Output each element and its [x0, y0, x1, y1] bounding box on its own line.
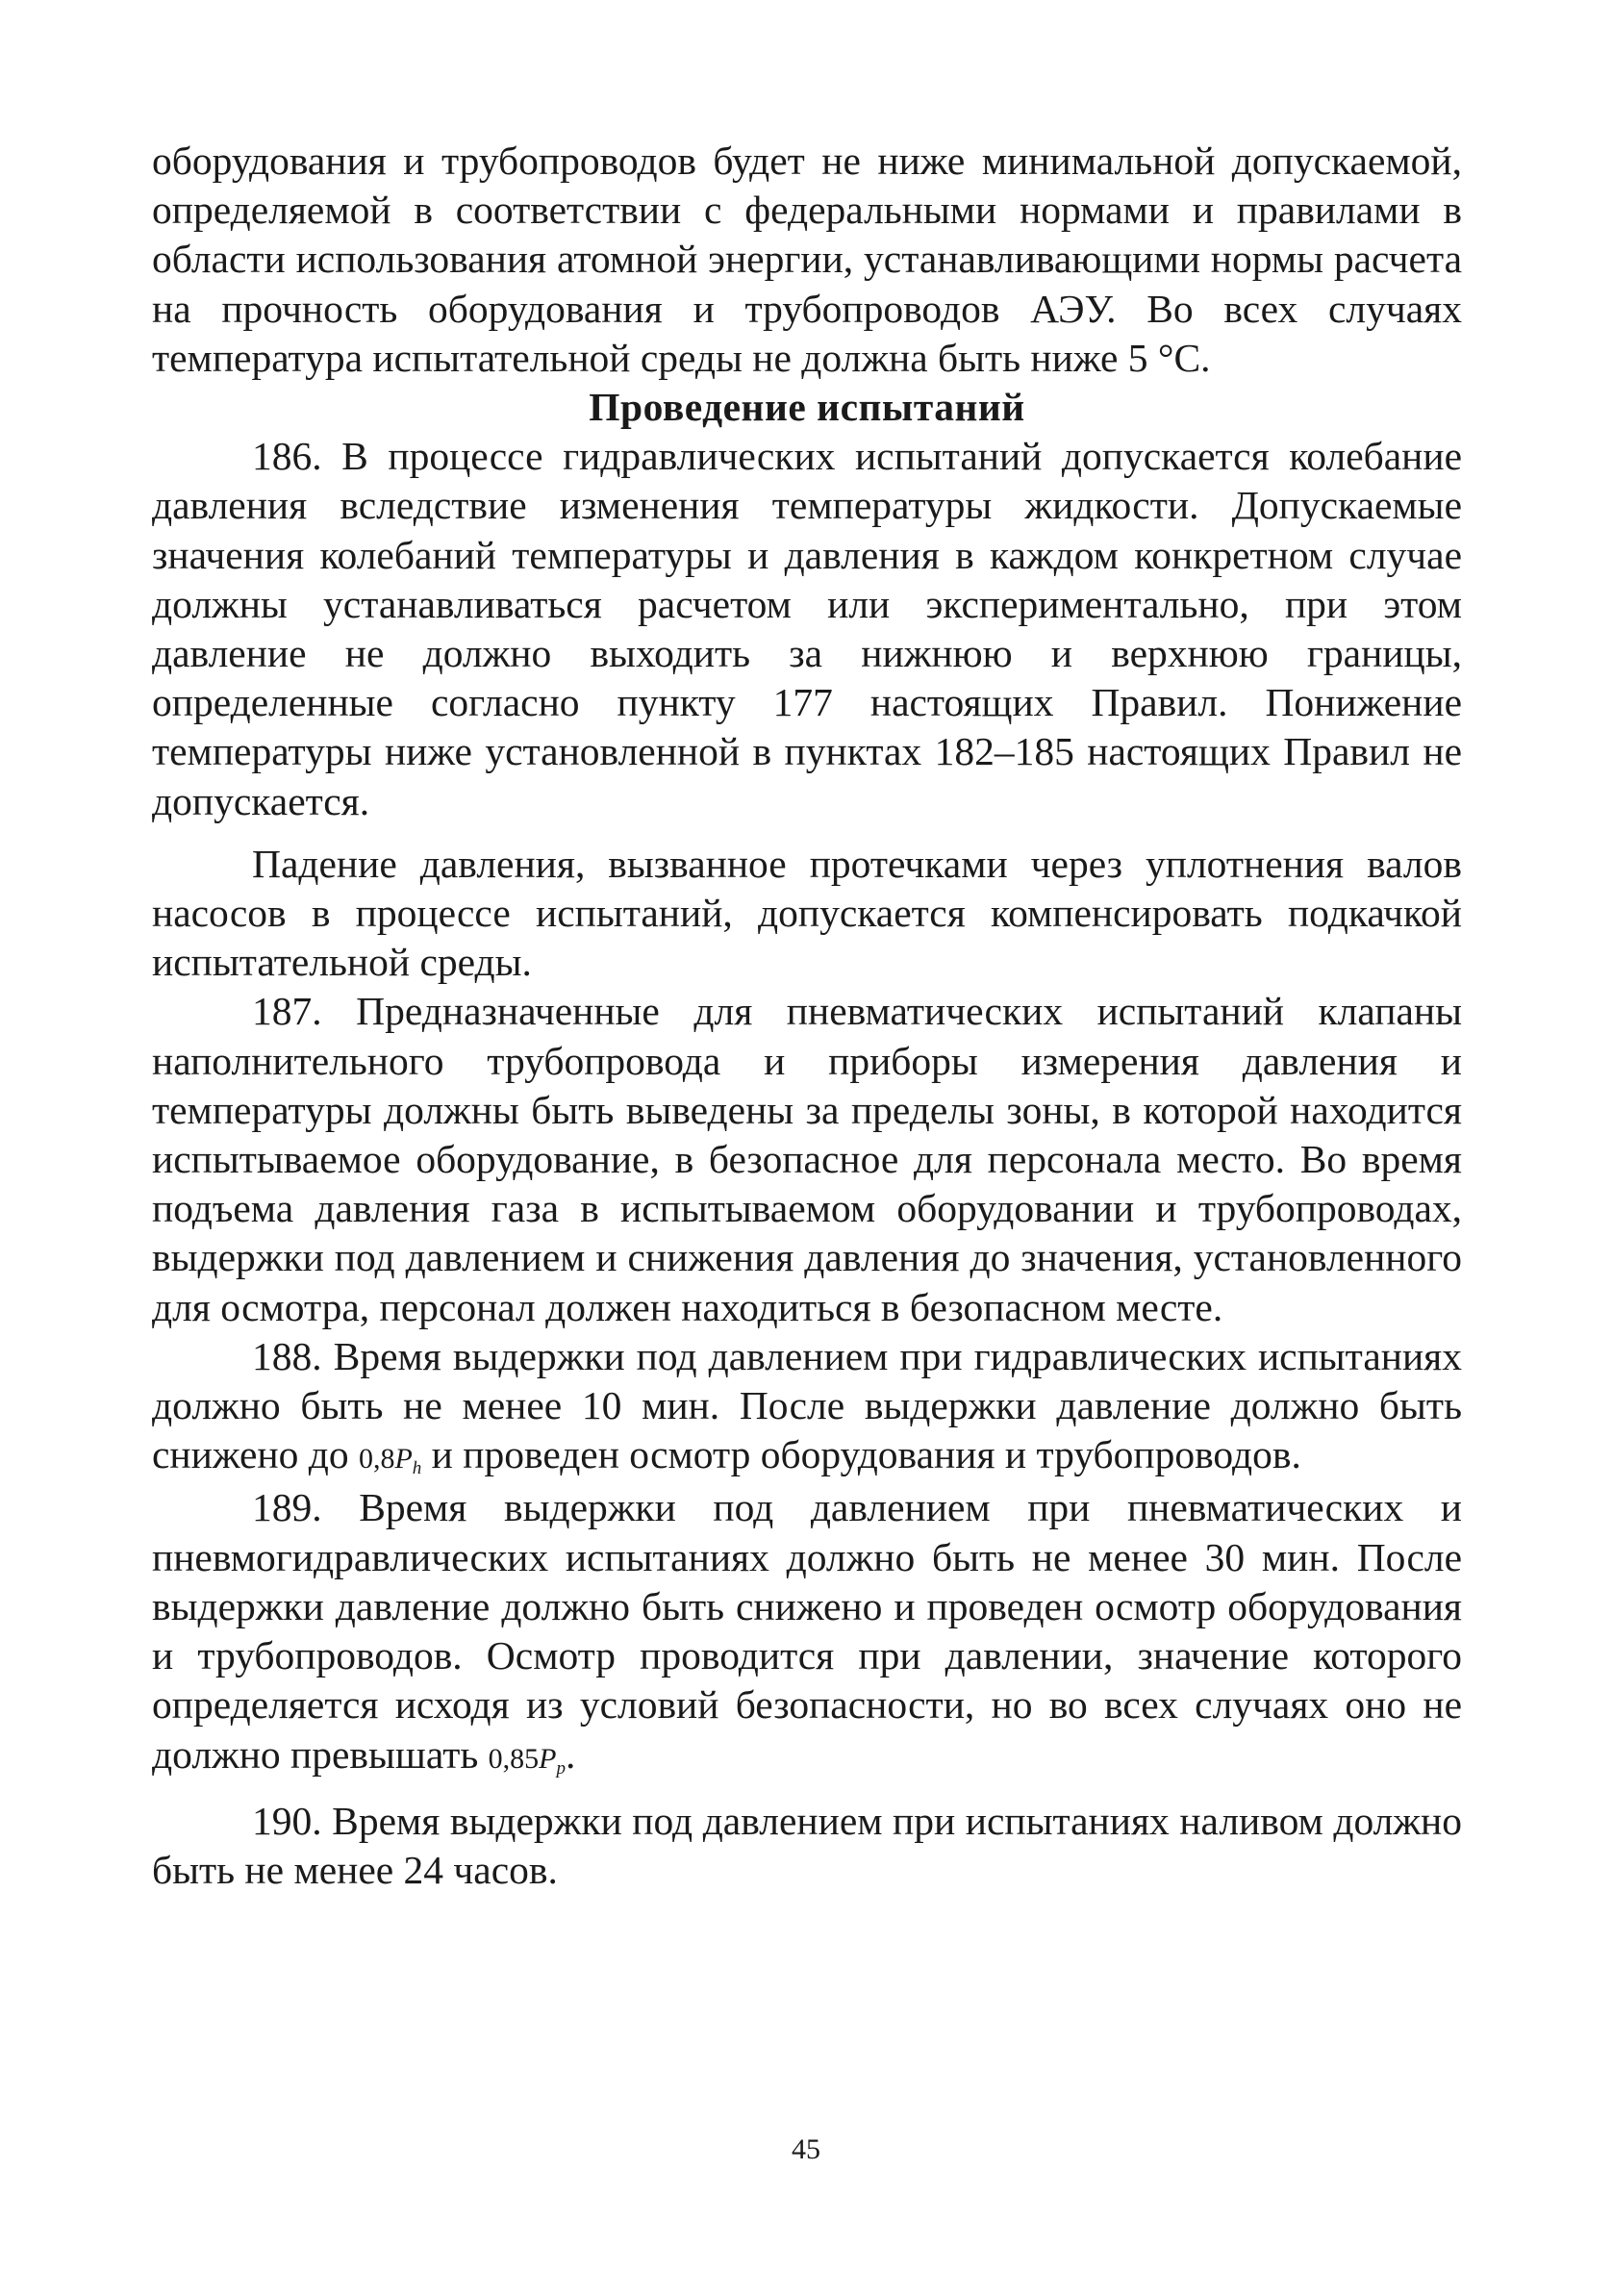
formula-subscript: h — [412, 1458, 422, 1479]
paragraph-188 — [152, 1332, 1462, 1484]
paragraph-188-text: 188. Время выдержки под давлением при гидравлических испытаниях должно быть не менее 10 мин. После выдержки давление должно быть снижено до — [152, 1333, 1462, 1477]
page-number: 45 — [792, 2133, 820, 2165]
paragraph-189 — [152, 1483, 1462, 1782]
paragraph-188-text-end: и проведен осмотр оборудования и трубопроводов. — [431, 1432, 1301, 1477]
intro-paragraph: оборудования и трубопроводов будет не ниже минимальной допускаемой, определяемой в соответствии с федеральными нормами и правилами в области использования атомной энергии, устанавливающими нормы расчета на прочность оборудования и трубопроводов АЭУ. Во всех случаях температура испытательной среды не должна быть ниже 5 °С. — [152, 139, 1462, 380]
paragraph-186: 186. В процессе гидравлических испытаний допускается колебание давления вследствие изменения температуры жидкости. Допускаемые значения колебаний температуры и давления в каждом конкретном случае должны устанавливаться расчетом или экспериментально, при этом давление не должно выходить за нижнюю и верхнюю границы, определенные согласно пункту 177 настоящих Правил. Понижение температуры ниже установленной в пунктах 182–185 настоящих Правил не допускается. — [152, 434, 1462, 823]
section-heading: Проведение испытаний — [589, 385, 1025, 430]
pressure-formula-085pp — [488, 1742, 566, 1779]
formula-variable: P — [539, 1742, 557, 1775]
formula-coefficient: 0,85 — [488, 1742, 540, 1775]
paragraph-190: 190. Время выдержки под давлением при испытаниях наливом должно быть не менее 24 часов. — [152, 1798, 1462, 1892]
formula-variable: P — [394, 1443, 413, 1476]
body-text — [152, 137, 1462, 1895]
formula-coefficient: 0,8 — [358, 1443, 395, 1476]
paragraph-186-continuation: Падение давления, вызванное протечками через уплотнения валов насосов в процессе испытаний, допускается компенсировать подкачкой испытательной среды. — [152, 841, 1462, 985]
pressure-formula-08ph — [358, 1443, 422, 1479]
formula-subscript: p — [556, 1757, 566, 1779]
paragraph-187: 187. Предназначенные для пневматических испытаний клапаны наполнительного трубопровода и приборы измерения давления и температуры должны быть выведены за пределы зоны, в которой находится испытываемое оборудование, в безопасное для персонала место. Во время подъема давления газа в испытываемом оборудовании и трубопроводах, выдержки под давлением и снижения давления до значения, установленного для осмотра, персонал должен находиться в безопасном месте. — [152, 989, 1462, 1329]
paragraph-189-text: 189. Время выдержки под давлением при пневматических и пневмогидравлических испытаниях должно быть не менее 30 мин. После выдержки давление должно быть снижено и проведен осмотр оборудования и трубопроводов. Осмотр проводится при давлении, значение которого определяется исходя из условий безопасности, но во всех случаях оно не должно превышать — [152, 1485, 1462, 1777]
paragraph-189-text-end: . — [565, 1731, 576, 1777]
